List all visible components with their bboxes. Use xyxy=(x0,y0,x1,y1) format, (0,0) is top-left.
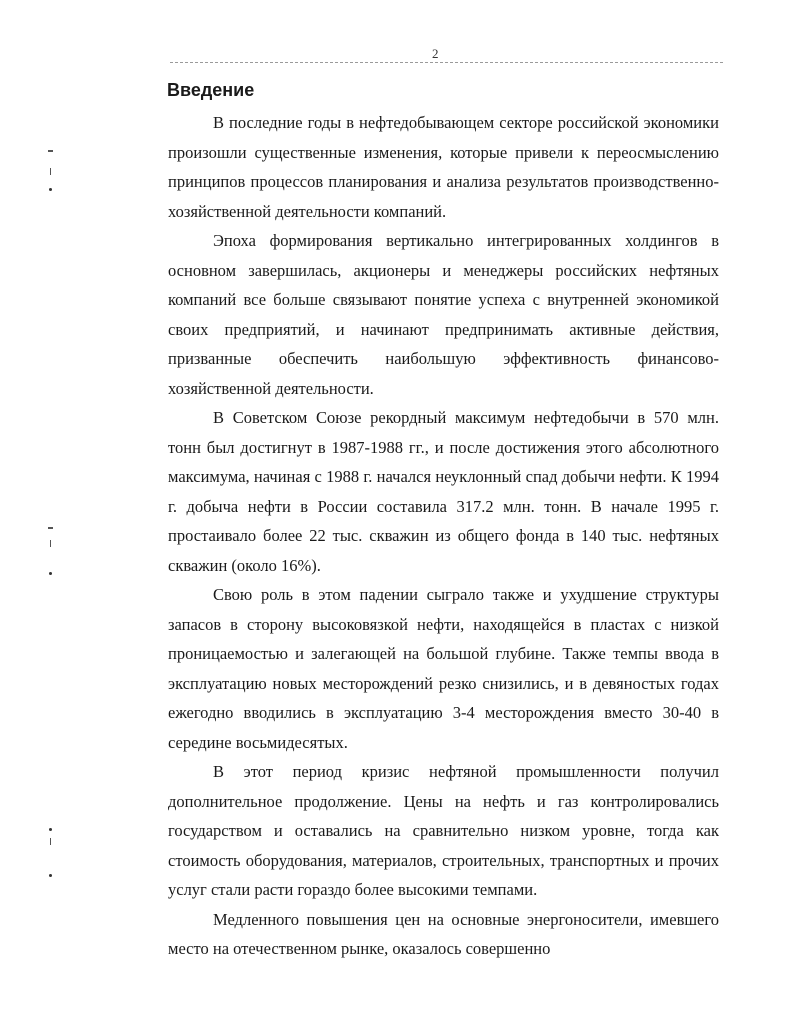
section-heading: Введение xyxy=(167,80,255,100)
document-body xyxy=(168,108,719,964)
header-rule xyxy=(170,62,723,63)
scan-mark xyxy=(49,572,52,575)
scan-mark xyxy=(50,540,51,547)
page-number: 2 xyxy=(432,46,439,61)
scan-mark xyxy=(48,527,53,529)
scan-mark xyxy=(49,828,52,831)
scan-mark xyxy=(50,168,51,175)
scan-mark xyxy=(49,874,52,877)
paragraph-4: Свою роль в этом падении сыграло также и ухудшение структуры запасов в сторону высоковязкой нефти, находящейся в пластах с низкой проницаемостью и залегающей на большой глубине. Также темпы ввода в эксплуатацию новых месторождений резко снизились, и в девяностых годах ежегодно вводились в эксплуатацию 3-4 месторождения вместо 30-40 в середине восьмидесятых. xyxy=(168,585,719,752)
paragraph-6: Медленного повышения цен на основные энергоносители, имевшего место на отечественном рынке, оказалось совершенно xyxy=(168,909,719,958)
scan-mark xyxy=(48,150,53,152)
paragraph-3: В Советском Союзе рекордный максимум нефтедобычи в 570 млн. тонн был достигнут в 1987-1988 гг., и после достижения этого абсолютного максимума, начиная с 1988 г. начался неуклонный спад добычи нефти. К 1994 г. добыча нефти в России составила 317.2 млн. тонн. В начале 1995 г. простаивало более 22 тыс. скважин из общего фонда в 140 тыс. нефтяных скважин (около 16%). xyxy=(168,408,719,575)
paragraph-2: Эпоха формирования вертикально интегрированных холдингов в основном завершилась, акционеры и менеджеры российских нефтяных компаний все больше связывают понятие успеха с внутренней экономикой своих предприятий, и начинают предпринимать активные действия, призванные обеспечить наибольшую эффективность финансово-хозяйственной деятельности. xyxy=(168,231,719,398)
paragraph-1: В последние годы в нефтедобывающем секторе российской экономики произошли существенные изменения, которые привели к переосмыслению принципов процессов планирования и анализа результатов производственно-хозяйственной деятельности компаний. xyxy=(168,113,719,221)
paragraph-5: В этот период кризис нефтяной промышленности получил дополнительное продолжение. Цены на нефть и газ контролировались государством и оставались на сравнительно низком уровне, тогда как стоимость оборудования, материалов, строительных, транспортных и прочих услуг стали расти гораздо более высокими темпами. xyxy=(168,762,719,899)
scan-mark xyxy=(50,838,51,845)
scan-mark xyxy=(49,188,52,191)
